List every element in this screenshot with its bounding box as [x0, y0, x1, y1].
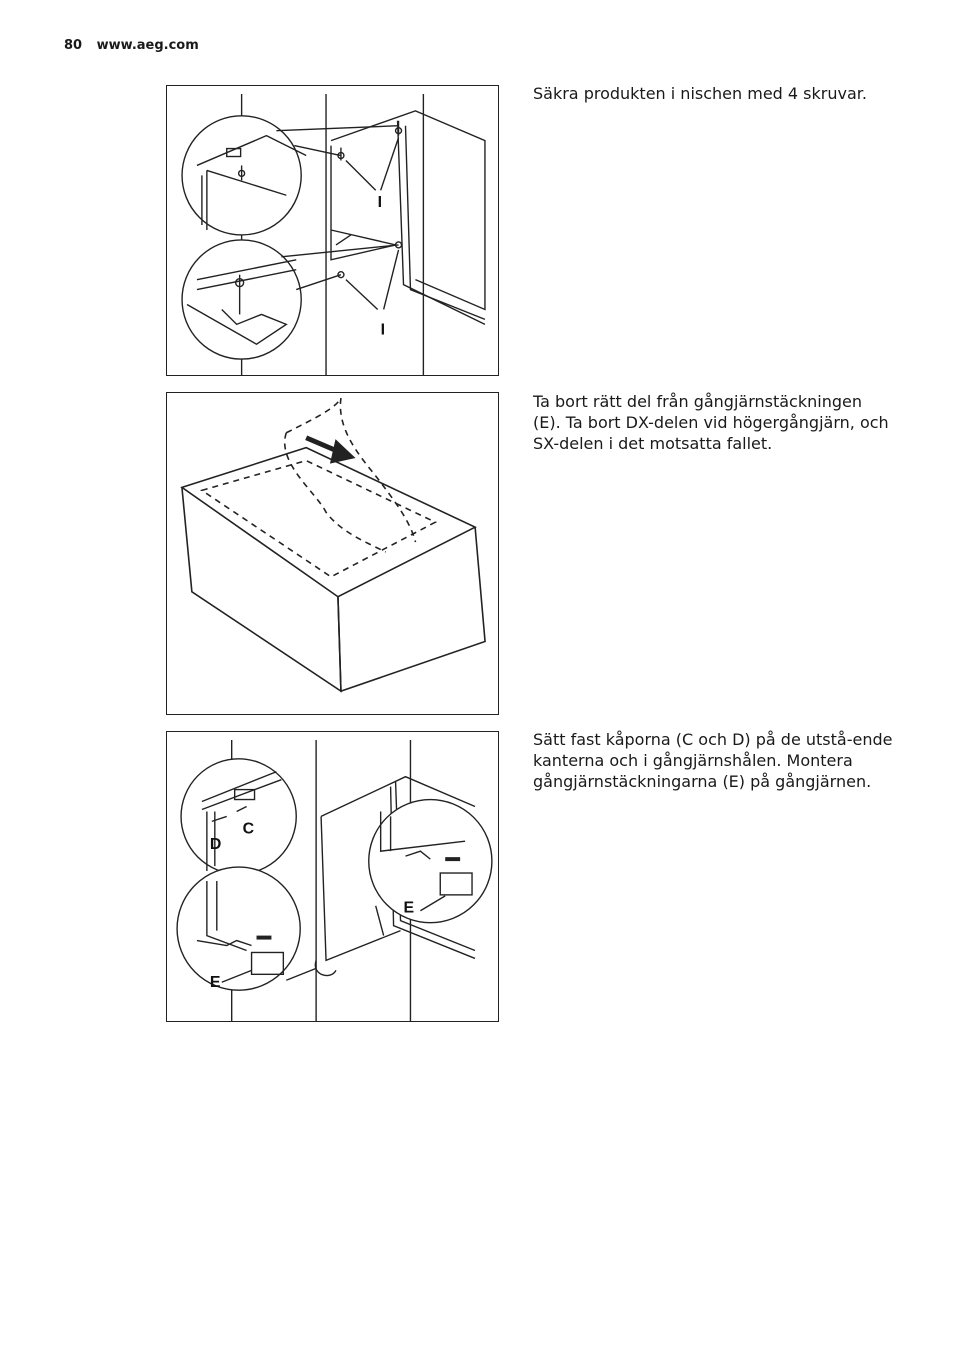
- page-header: [64, 38, 199, 53]
- screws-illustration: [167, 86, 498, 375]
- covers-illustration: [167, 732, 498, 1021]
- label-E-left: E: [209, 974, 221, 992]
- hinge-cover-illustration: [167, 393, 498, 714]
- site-url: www.aeg.com: [96, 38, 199, 53]
- label-D: D: [209, 836, 222, 854]
- label-E-right: E: [403, 899, 415, 917]
- page-number: 80: [64, 38, 83, 53]
- figure-screws: [166, 85, 499, 376]
- figure-hinge-cover: [166, 392, 499, 715]
- step-2-text: Ta bort rätt del från gångjärnstäckningen (E). Ta bort DX-delen vid högergångjärn, och SX-delen i det motsatta fallet.: [533, 392, 889, 453]
- label-C: C: [242, 820, 255, 838]
- label-I-bottom: I: [380, 321, 386, 339]
- step-3-text: Sätt fast kåporna (C och D) på de utstå-ende kanterna och i gångjärnshålen. Montera gångjärnstäckningarna (E) på gångjärnen.: [533, 730, 893, 791]
- figure-covers: [166, 731, 499, 1022]
- label-I-top: I: [377, 194, 383, 212]
- step-1-text: Säkra produkten i nischen med 4 skruvar.: [533, 84, 867, 103]
